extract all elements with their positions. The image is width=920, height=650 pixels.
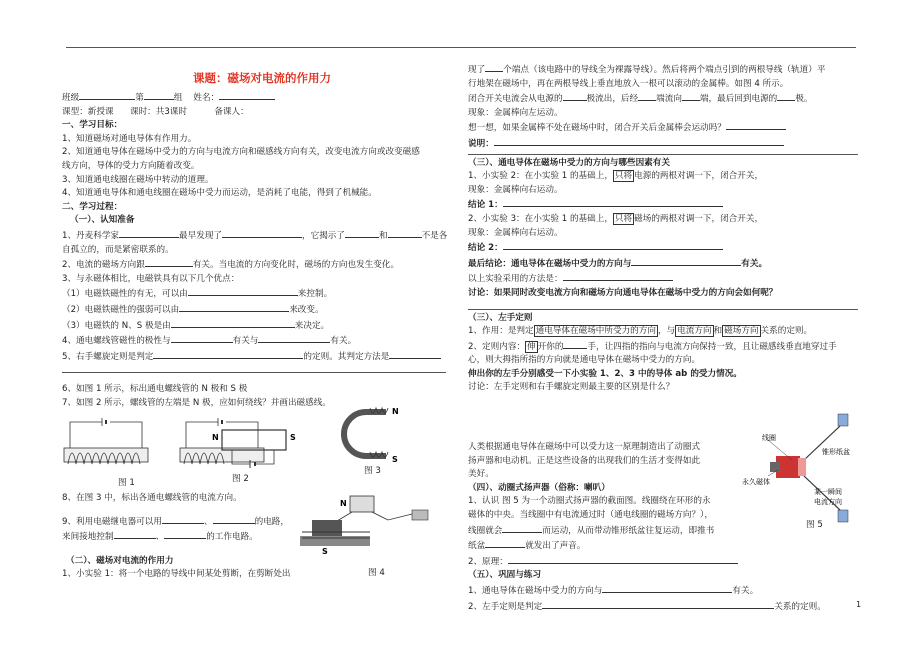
left-column [62, 62, 462, 410]
label-magnet: 永久磁体 [742, 478, 770, 486]
divider-1 [468, 154, 858, 155]
figure-4-apparatus [292, 494, 442, 564]
figure-4-caption: 图 4 [368, 568, 385, 578]
solenoid-1 [64, 418, 148, 464]
right-column [468, 62, 858, 614]
label-n-fig4: N [340, 499, 347, 508]
goal-2: 2、知道通电导体在磁场中受力的方向与电流方向和磁感线方向有关，改变电流方向或改变磁感 [62, 147, 420, 158]
left-hand-5: 讨论：左手定则和右手螺旋定则最主要的区别是什么？ [468, 382, 675, 393]
figure-5-speaker [742, 410, 860, 530]
discussion: 讨论：如果同时改变电流方向和磁场方向通电导体在磁场中受力的方向会如何呢？ [468, 287, 778, 298]
question-4: 4、通电螺线管磁性的极性与 有关与 有关。 [62, 333, 462, 349]
goal-1: 1、知道磁场对通电导体有作用力。 [62, 133, 197, 144]
answer-line-2 [468, 309, 858, 310]
goal-4: 4、知道通电导体和通电线圈在磁场中受力而运动，是消耗了电能，得到了机械能。 [62, 188, 377, 199]
page-title: 课题：磁场对电流的作用力 [193, 71, 331, 85]
speaker-5: 2、原理： [468, 554, 738, 570]
think-question: 想一想，如果金属棒不处在磁场中时，闭合开关后金属棒会运动吗？ [468, 120, 858, 136]
speaker-4: 纸盆 就发出了声音。 [468, 538, 738, 554]
question-7: 7、如图 2 所示，螺线管的左端是 N 极，应如何绕线？并画出磁感线。 [62, 397, 331, 408]
answer-line [62, 372, 446, 373]
goal-2b: 线方向，导体的受力方向随着改变。 [62, 160, 200, 171]
conclusion-2: 结论 2： [468, 240, 858, 256]
label-s-fig4: S [322, 547, 328, 556]
section-left-hand-title: （三）、左手定则 [468, 312, 533, 323]
speaker-intro [468, 441, 738, 583]
left-hand-4: 伸出你的左手分别感受一下小实验 1、2、3 中的导体 ab 的受力情况。 [468, 368, 742, 379]
explanation: 说明： [468, 136, 858, 152]
goals-title: 一、学习目标： [62, 120, 123, 131]
intro-1: 人类根据通电导体在磁场中可以受力这一原理制造出了动圈式 [468, 442, 701, 453]
exp1-phenomenon: 现象：金属棒向左运动。 [468, 107, 563, 118]
exp1-cont-1: 现了 个端点（该电路中的导线全为裸露导线）。然后将两个端点引到的两根导线（轨道）平 [468, 62, 858, 78]
final-conclusion: 最后结论：通电导体在磁场中受力的方向与 有关。 [468, 256, 858, 272]
question-9: 9、利用电磁继电器可以用 、 的电路， [62, 514, 462, 530]
intro-2: 扬声器和电动机。正是这些设备的出现我们的生活才变得如此 [468, 455, 701, 466]
figure-1-caption: 图 1 [118, 478, 135, 488]
question-2: 2、电流的磁场方向跟 有关。当电流的方向变化时，磁场的方向也发生变化。 [62, 257, 462, 273]
experiment-1-text: 1、小实验 1：将一个电路的导线中间某处剪断，在剪断处出 [62, 569, 291, 580]
question-3b: （2）电磁铁磁性的强弱可以由 来改变。 [62, 302, 462, 318]
label-current-2: 电流方向 [814, 498, 842, 506]
question-9b: 来间接地控制 、 的工作电路。 [62, 529, 462, 545]
experiment-3: 2、小实验 3：在小实验 1 的基础上， 只将 磁场的两根对调一下，闭合开关， [468, 213, 764, 224]
label-n-fig3: N [392, 407, 399, 416]
speaker-2: 磁体的中央。当线圈中有电流通过时（通电线圈的磁场方向？）， [468, 510, 713, 521]
left-hand-1: 1、作用：是判定 通电导体在磁场中所受力的方向 ，与 电流方向 和 磁场方向 关系的定则。 [468, 326, 813, 337]
section-speaker-title: （四）、动圈式扬声器（俗称：喇叭） [468, 482, 610, 493]
exercise-1: 1、通电导体在磁场中受力的方向与 有关。 [468, 583, 858, 599]
question-1: 1、丹麦科学家 最早发现了 ，它揭示了 和 不是各 [62, 228, 462, 244]
exp1-cont-2: 行地架在磁场中，再在两根导线上垂直地放入一根可以滚动的金属棒。如图 4 所示。 [468, 78, 789, 89]
left-hand-2: 2、定则内容： 伸 开你的 手，让四指的指向与电流方向保持一致，且让磁感线垂直地穿过手 [468, 339, 858, 355]
exercise-2: 2、左手定则是判定 关系的定则。 [468, 599, 858, 615]
label-current-1: 某一瞬间 [814, 488, 842, 496]
conclusion-1: 结论 1： [468, 197, 858, 213]
experiment-2-phenomenon: 现象：金属棒向右运动。 [468, 184, 563, 195]
figure-3-caption: 图 3 [364, 466, 381, 476]
section-practice-title: （五）、巩固与练习 [468, 570, 542, 581]
prep-title: （一）、认知准备 [70, 215, 135, 226]
section-2-title: （二）、磁场对电流的作用力 [66, 555, 174, 566]
experiment-3-phenomenon: 现象：金属棒向右运动。 [468, 227, 563, 238]
speaker-1: 1、认识 图 5 为一个动圈式扬声器的截面图。线圈绕在环形的永 [468, 496, 711, 507]
header-line-1: 班级 第 组 姓名： [62, 90, 462, 106]
figure-2-magnet [210, 420, 300, 468]
question-5: 5、右手螺旋定则是判定 的定则。其判定方法是 [62, 349, 462, 365]
label-coil: 线圈 [762, 434, 776, 442]
question-3: 3、与永磁体相比，电磁铁具有以下几个优点： [62, 273, 240, 284]
exp1-cont-3: 闭合开关电流会从电源的 极流出，后经 端流向 端，最后回到电源的 极。 [468, 91, 858, 107]
figure-5-caption: 图 5 [806, 520, 823, 530]
left-hand-3: 心，则大拇指所指的方向就是通电导体在磁场中受力的方向。 [468, 355, 701, 366]
label-cone: 锥形纸盆 [822, 448, 850, 456]
speaker-3: 线圈就会 而运动，从而带动锥形纸盆往复运动，即推书 [468, 523, 738, 539]
section-3-title: （三）、通电导体在磁场中受力的方向与哪些因素有关 [468, 157, 670, 168]
question-3a: （1）电磁铁磁性的有无，可以由 来控制。 [62, 286, 462, 302]
intro-3: 美好。 [468, 469, 494, 480]
label-n-fig2: N [212, 433, 219, 442]
label-s-fig2: S [290, 433, 296, 442]
question-8: 8、在图 3 中，标出各通电螺线管的电流方向。 [62, 493, 242, 503]
question-1b: 自孤立的，而是紧密联系的。 [62, 244, 174, 255]
question-3c: （3）电磁铁的 N、S 极是由 来决定。 [62, 318, 462, 334]
experiment-2: 1、小实验 2：在小实验 1 的基础上， 只将 电源的两根对调一下，闭合开关， [468, 171, 764, 182]
top-rule [66, 47, 856, 48]
header-line-2: 课型：新授课 课时：共3课时 备课人： [62, 106, 249, 117]
figure-2-caption: 图 2 [232, 474, 249, 484]
goal-3: 3、知道通电线圈在磁场中转动的道理。 [62, 174, 214, 185]
page-number: 1 [856, 600, 862, 609]
question-6: 6、如图 1 所示，标出通电螺线管的 N 极和 S 极 [62, 384, 248, 395]
process-title: 二、学习过程： [62, 201, 123, 212]
method: 以上实验采用的方法是： [468, 271, 858, 287]
label-s-fig3: S [392, 455, 398, 464]
